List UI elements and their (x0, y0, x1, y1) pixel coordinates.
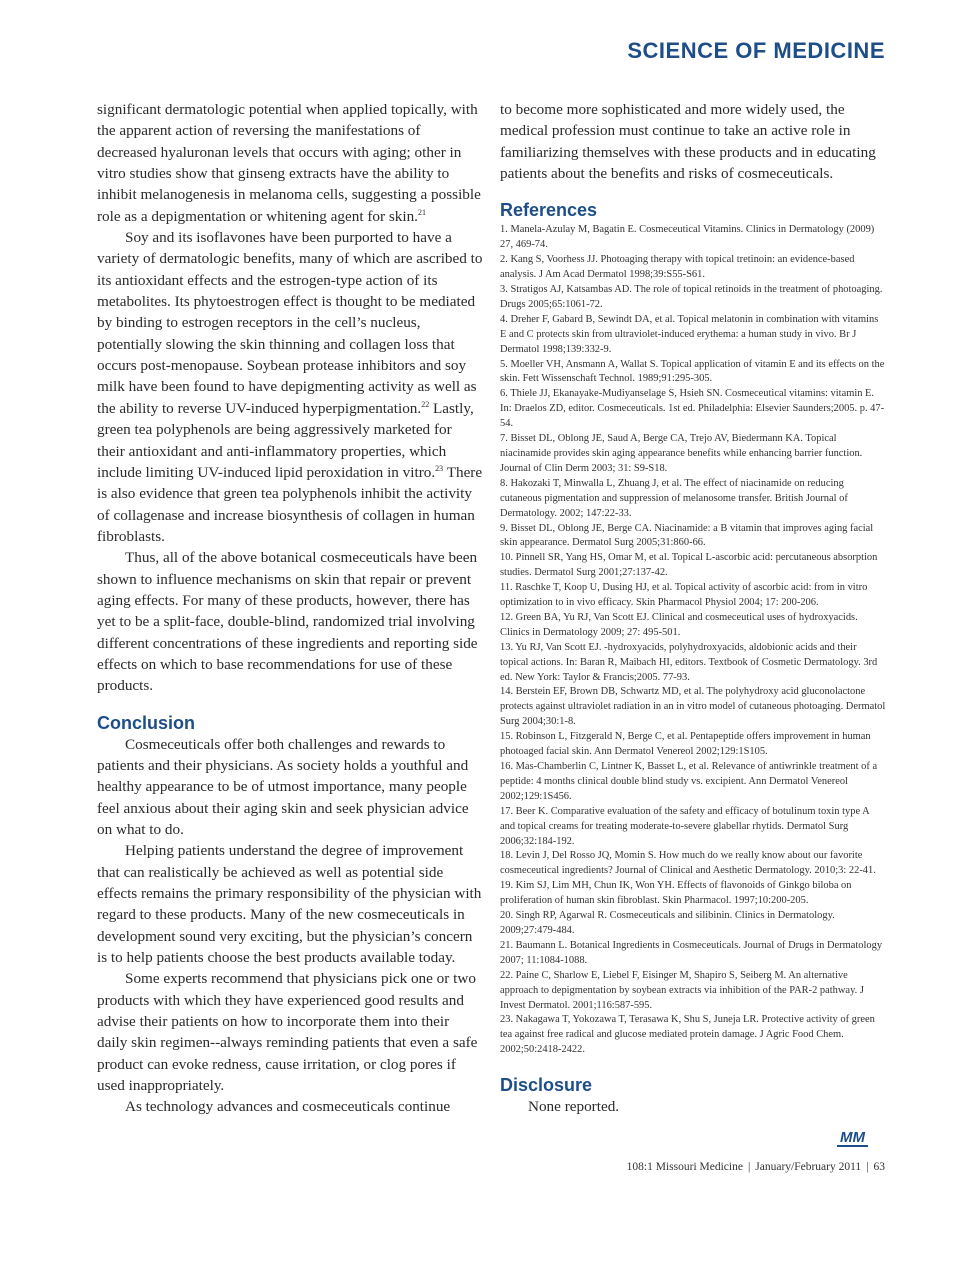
paragraph: significant dermatologic potential when applied topically, with the apparent action of reversing the manifestations of decreased hyaluronan levels that occurs with aging; other in vitro studies show that ginseng extracts have the ability to inhibit melanogenesis in melanoma cells, suggesting a possible role as a depigmentation or whitening agent for skin.$^{21}$ (97, 101, 481, 225)
reference-item: 8. Hakozaki T, Minwalla L, Zhuang J, et al. The effect of niacinamide on reducing cutaneous pigmentation and suppression of melanosome transfer. British Journal of Dermatology. 2002; 147:22-33. (500, 477, 848, 519)
reference-item: 17. Beer K. Comparative evaluation of the safety and efficacy of botulinum toxin type A and topical creams for treating moderate-to-severe glabellar rhytids. Dermatol Surg 2006;32:184-192. (500, 805, 870, 847)
reference-item: 7. Bisset DL, Oblong JE, Saud A, Berge CA, Trejo AV, Biedermann KA. Topical niacinamide provides skin aging appearance benefits while enhancing barrier function. Journal of Clin Derm 2003; 31: S9-S18. (500, 433, 863, 474)
reference-item: 23. Nakagawa T, Yokozawa T, Terasawa K, Shu S, Juneja LR. Protective activity of green tea against free radical and glucose mediated protein damage. J Agric Food Chem. 2002;50:2418-2422. (500, 1014, 875, 1056)
reference-item: 18. Levin J, Del Rosso JQ, Momin S. How much do we really know about our favorite cosmeceutical ingredients? Journal of Clinical and Aesthetic Dermatology. 2010;3: 22-41. (500, 850, 876, 877)
reference-list (500, 223, 886, 1058)
reference-item: 6. Thiele JJ, Ekanayake-Mudiyanselage S, Hsieh SN. Cosmeceutical vitamins: vitamin E. In: Draelos ZD, editor. Cosmeceuticals. 1st ed. Philadelphia: Elsevier Saunders;2005. p. 47-54. (500, 388, 885, 430)
reference-item: 21. Baumann L. Botanical Ingredients in Cosmeceuticals. Journal of Drugs in Dermatology 2007; 11:1084-1088. (500, 939, 883, 966)
paragraph: As technology advances and cosmeceuticals continue (125, 1098, 451, 1116)
footer-separator: | (866, 1161, 869, 1173)
paragraph: Thus, all of the above botanical cosmeceuticals have been shown to influence mechanisms on skin that repair or prevent aging effects. For many of these products, however, there has yet to be a split-face, double-blind, randomized trial involving different concentrations of these ingredients and reporting side effects on which to base recommendations for use of these products. (97, 549, 478, 695)
section-title: SCIENCE OF MEDICINE (627, 38, 885, 63)
reference-item: 16. Mas-Chamberlin C, Lintner K, Basset L, et al. Relevance of antiwrinkle treatment of a peptide: 4 months clinical double blind study vs. excipient. Ann Dermatol Venereol 2002;129:1S456. (500, 761, 878, 802)
reference-item: 10. Pinnell SR, Yang HS, Omar M, et al. Topical L-ascorbic acid: percutaneous absorption studies. Dermatol Surg 2001;27:137-42. (500, 552, 878, 579)
page-footer (627, 1161, 885, 1173)
reference-item: 11. Raschke T, Koop U, Dusing HJ, et al. Topical activity of ascorbic acid: from in vitro optimization to in vivo efficacy. Skin Pharmacol Physiol 2004; 17: 200-206. (500, 582, 868, 609)
footer-separator: | (747, 1161, 751, 1173)
reference-item: 22. Paine C, Sharlow E, Liebel F, Eisinger M, Shapiro S, Seiberg M. An alternative approach to depigmentation by soybean extracts via inhibition of the PAR-2 pathway. J Invest Dermatol. 2001;116:587-595. (500, 969, 864, 1011)
references-heading: References (500, 200, 598, 221)
reference-item: 19. Kim SJ, Lim MH, Chun IK, Won YH. Effects of flavonoids of Ginkgo biloba on proliferation of human skin fibroblast. Skin Pharmacol. 1997;10:200-205. (500, 880, 852, 907)
citation-superscript: 22 (421, 399, 430, 409)
reference-item: 5. Moeller VH, Ansmann A, Wallat S. Topical application of vitamin E and its effects on the skin. Fett Wissenschaft Technol. 1989;91:295-305. (500, 358, 885, 385)
footer-date: January/February 2011 (755, 1161, 862, 1173)
missouri-medicine-logo: MM (837, 1131, 868, 1147)
paragraph: Helping patients understand the degree of improvement that can realistically be achieved as well as potential side effects remains the primary responsibility of the physician with regard to these products. Many of the new cosmeceuticals in development sound very exciting, but the physician’s concern is to help patients choose the best products available today. (97, 842, 482, 967)
citation-superscript: 23 (435, 463, 444, 473)
conclusion-heading: Conclusion (97, 712, 195, 733)
right-column (500, 99, 886, 1117)
paragraph: to become more sophisticated and more widely used, the medical profession must continue to take an active role in familiarizing themselves with these products and in educating patients about the benefits and risks of cosmeceuticals. (500, 101, 876, 183)
footer-issue: 108:1 Missouri Medicine (626, 1161, 743, 1173)
reference-item: 14. Berstein EF, Brown DB, Schwartz MD, et al. The polyhydroxy acid gluconolactone protects against ultraviolet radiation in an in vitro model of cutaneous photoaging. Dermatol Surg 2004;30:1-8. (500, 686, 886, 728)
reference-item: 13. Yu RJ, Van Scott EJ. -hydroxyacids, polyhydroxyacids, aldobionic acids and their topical actions. In: Baran R, Maibach HI, editors. Textbook of Cosmetic Dermatology. 3rd ed. New York: Taylor & Francis;2005. 77-93. (500, 641, 878, 683)
paragraph: Soy and its isoflavones have been purported to have a variety of dermatologic benefits, many of which are ascribed to its antioxidant effects and the estrogen-type action of its metabolites. Its phytoestrogen effect is thought to be mediated by binding to estrogen receptors in the cell’s nucleus, potentially slowing the skin thinning and collagen loss that occurs post-menopause. Soybean protease inhibitors and soy milk have been found to have depigmenting activity as well as the ability to reverse UV-induced hyperpigmentation.$^{22}$ Lastly, green tea polyphenols are being aggressively marketed for their antioxidant and anti-inflammatory properties, which include limiting UV-induced lipid peroxidation in vitro.$^{23}$ There is also evidence that green tea polyphenols inhibit the activity of collagenase and increase biosynthesis of collagen in human fibroblasts. (97, 229, 483, 545)
disclosure-heading: Disclosure (500, 1075, 593, 1096)
reference-item: 15. Robinson L, Fitzgerald N, Berge C, et al. Pentapeptide offers improvement in human photoaged facial skin. Ann Dermatol Venereol 2002;129:1S105. (500, 731, 871, 758)
reference-item: 12. Green BA, Yu RJ, Van Scott EJ. Clinical and cosmeceutical uses of hydroxyacids. Clinics in Dermatology 2009; 27: 495-501. (500, 611, 858, 638)
reference-item: 4. Dreher F, Gabard B, Sewindt DA, et al. Topical melatonin in combination with vitamins E and C protects skin from ultraviolet-induced erythema: a human study in vivo. Br J Dermatol 1998;139:332-9. (500, 313, 879, 355)
left-column (97, 99, 483, 1118)
citation-superscript: 21 (417, 207, 426, 217)
paragraph: Cosmeceuticals offer both challenges and rewards to patients and their physicians. As society holds a youthful and healthy appearance to be of utmost importance, many people feel anxious about their aging skin and seek physician advice on what to do. (97, 735, 469, 838)
reference-item: 2. Kang S, Voorhess JJ. Photoaging therapy with topical tretinoin: an evidence-based analysis. J Am Acad Dermatol 1998;39:S55-S61. (500, 254, 855, 281)
reference-item: 9. Bisset DL, Oblong JE, Berge CA. Niacinamide: a B vitamin that improves aging facial skin appearance. Dermatol Surg 2005;31:860-66. (500, 522, 874, 549)
reference-item: 3. Stratigos AJ, Katsambas AD. The role of topical retinoids in the treatment of photoaging. Drugs 2005;65:1061-72. (500, 284, 883, 310)
page-number: 63 (873, 1161, 885, 1173)
disclosure-text: None reported. (528, 1098, 620, 1116)
paragraph: Some experts recommend that physicians pick one or two products with which they have experienced good results and advise their patients on how to incorporate them into their daily skin regimen--always reminding patients that even a safe product can evoke redness, cause irritation, or clog pores if used inappropriately. (97, 970, 478, 1095)
reference-item: 1. Manela-Azulay M, Bagatin E. Cosmeceutical Vitamins. Clinics in Dermatology (2009) 27, 469-74. (500, 224, 875, 251)
reference-item: 20. Singh RP, Agarwal R. Cosmeceuticals and silibinin. Clinics in Dermatology. 2009;27:479-484. (500, 910, 835, 936)
